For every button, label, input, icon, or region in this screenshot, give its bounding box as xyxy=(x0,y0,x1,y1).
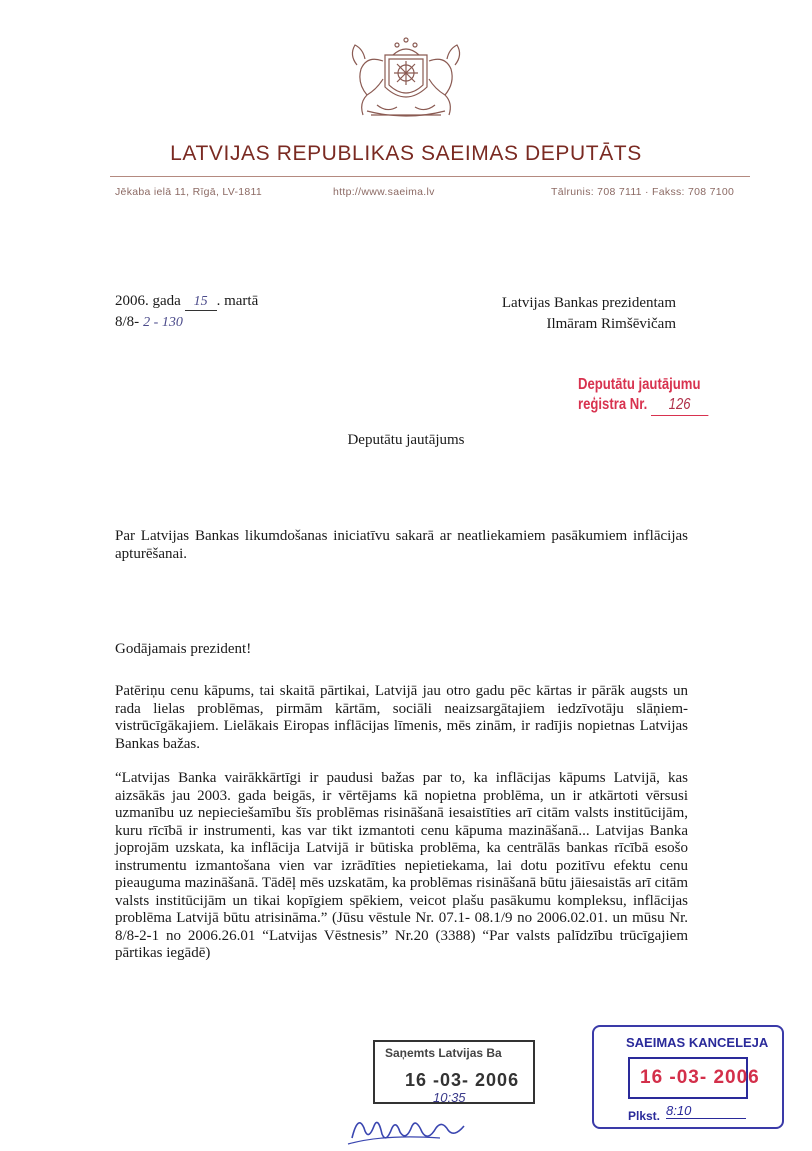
reference-number xyxy=(115,314,183,331)
document-title: Deputātu jautājums xyxy=(347,432,465,448)
chancellery-stamp-date: 16 -03- 2006 xyxy=(640,1067,760,1088)
letterhead-phone-fax: Tālrunis: 708 7111 · Fakss: 708 7100 xyxy=(551,186,735,198)
salutation: Godājamais prezident! xyxy=(115,641,252,657)
received-stamp-date: 16 -03- 2006 xyxy=(405,1070,520,1090)
date-prefix: 2006. gada xyxy=(115,293,181,309)
letterhead-title: LATVIJAS REPUBLIKAS SAEIMAS DEPUTĀTS xyxy=(170,142,642,165)
date-suffix: . martā xyxy=(216,293,259,309)
chancellery-stamp-time-label: Plkst. xyxy=(628,1109,661,1123)
subject-line: Par Latvijas Bankas likumdošanas iniciatīvu sakarā ar neatliekamiem pasākumiem inflācijas apturēšanai. xyxy=(115,528,688,562)
recipient-block xyxy=(482,293,676,335)
chancellery-stamp-label: SAEIMAS KANCELEJA xyxy=(626,1035,769,1050)
received-stamp-label: Saņemts Latvijas Ba xyxy=(385,1046,502,1060)
letterhead-website: http://www.saeima.lv xyxy=(333,186,435,198)
registry-stamp-line-1: Deputātu jautājumu xyxy=(578,376,701,393)
reference-handwritten: 2 - 130 xyxy=(143,315,183,330)
body-paragraph: Patēriņu cenu kāpums, tai skaitā pārtikai, Latvijā jau otro gadu pēc kārtas ir pārāk augsts un rada lielas problēmas, pirmām kārtām, sociāli neaizsargātajiem iedzīvotāju slāņiem-vistrūcīgākajiem. Lielākais Eiropas inflācijas līmenis, mēs zinām, ir radījis nopietnas Latvijas Bankas bažas. xyxy=(115,683,688,752)
received-stamp xyxy=(373,1040,535,1104)
chancellery-stamp xyxy=(592,1025,784,1129)
letterhead-divider xyxy=(110,176,750,177)
reference-prefix: 8/8- xyxy=(115,314,140,330)
recipient-line-1: Latvijas Bankas prezidentam xyxy=(501,295,676,311)
received-stamp-time: 10:35 xyxy=(433,1090,466,1105)
recipient-line-2: Ilmāram Rimšēvičam xyxy=(546,316,676,332)
registry-stamp-line-2 xyxy=(578,395,713,416)
letter-date xyxy=(115,293,258,311)
coat-of-arms-icon xyxy=(337,25,475,125)
registry-stamp xyxy=(578,375,713,416)
letterhead-address: Jēkaba ielā 11, Rīgā, LV-1811 xyxy=(115,186,263,198)
signature-icon xyxy=(344,1108,474,1150)
registry-stamp-label: reģistra Nr. xyxy=(578,396,648,413)
date-day-handwritten: 15 xyxy=(185,294,217,311)
chancellery-stamp-time-value: 8:10 xyxy=(666,1103,746,1119)
registry-stamp-number: 126 xyxy=(651,395,708,416)
body-paragraph: “Latvijas Banka vairākkārtīgi ir paudusi bažas par to, ka inflācijas kāpums Latvijā, kas aizsākās jau 2003. gada beigās, ir vērtējams kā nopietna problēma, un ir atkārtoti vērsusi uzmanību uz nepieciešamību šīs problēmas risināšanā iesaistīties arī citām valsts institūcijām, kuru rīcībā ir instrumenti, kas var tikt izmantoti cenu kāpuma mazināšanā... Latvijas Banka joprojām uzskata, ka inflācija Latvijā ir būtiska problēma, ka centrālās bankas rīcībā esošo instrumentu izmantošana vien var izrādīties nepietiekama, lai dotu pozitīvu efektu cenu pieauguma mazināšanā. Tādēļ mēs uzskatām, ka problēmas risināšanā būtu jāiesaistās arī citām valsts institūcijām un tikai kopīgiem spēkiem, veicot plašu pasākumu kompleksu, inflācijas problēma Latvijā būtu atrisināma.” (Jūsu vēstule Nr. 07.1- 08.1/9 no 2006.02.01. un mūsu Nr. 8/8-2-1 no 2006.26.01 “Latvijas Vēstnesis” Nr.20 (3388) “Par valsts palīdzību trūcīgajiem pārtikas iegādē) xyxy=(115,770,688,961)
